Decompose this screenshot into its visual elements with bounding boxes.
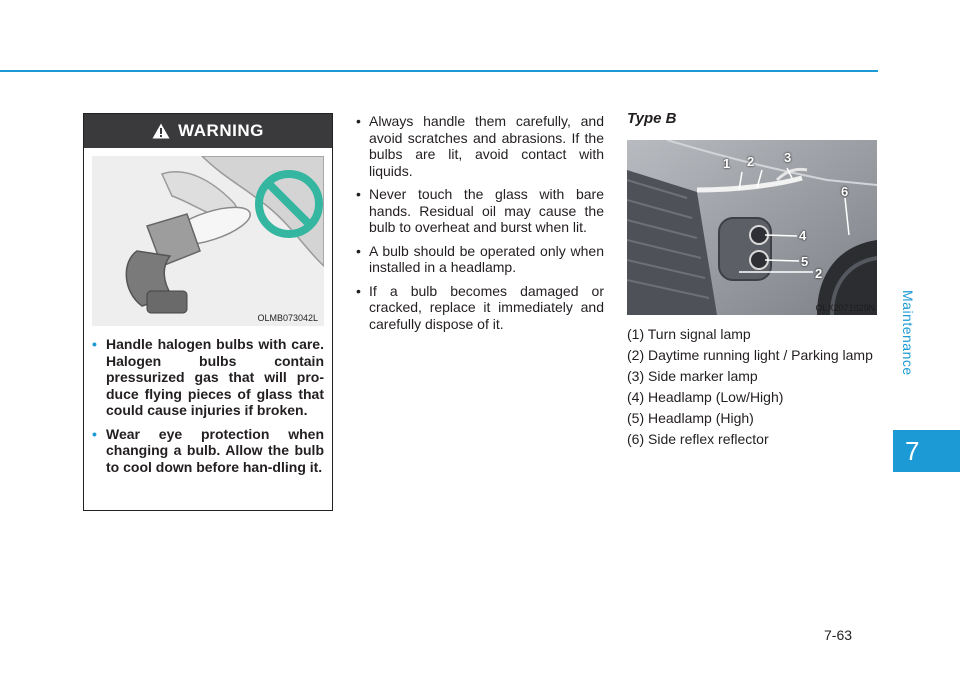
caution-list xyxy=(354,113,604,339)
headlamp-illustration xyxy=(627,140,877,315)
header-rule xyxy=(0,70,878,72)
hand-holding-bulb-icon xyxy=(92,156,324,326)
warning-header xyxy=(84,114,332,148)
halogen-bulb-illustration xyxy=(92,156,324,326)
bullet-icon: • xyxy=(356,113,361,129)
callout-5: 5 xyxy=(801,254,809,269)
warning-title: WARNING xyxy=(178,121,264,140)
legend-item: (5) Headlamp (High) xyxy=(627,410,754,426)
caution-item: • A bulb should be operated only when installed in a headlamp. xyxy=(356,242,604,275)
bullet-icon: • xyxy=(356,282,361,299)
warning-list xyxy=(92,336,324,482)
warning-triangle-icon xyxy=(152,123,170,139)
legend-item: (6) Side reflex reflector xyxy=(627,431,769,447)
caution-item: • If a bulb becomes damaged or cracked, replace it immediately and carefully dispose of it. xyxy=(356,282,604,332)
caution-item: • Never touch the glass with bare hands. Residual oil may cause the bulb to overheat and burst when lit. xyxy=(356,186,604,235)
section-label: Maintenance xyxy=(900,290,916,376)
bullet-icon: • xyxy=(92,425,97,442)
part-legend xyxy=(627,326,877,452)
warning-item: • Wear eye protection when changing a bulb. Allow the bulb to cool down before han-dling it. xyxy=(92,425,324,475)
bullet-icon: • xyxy=(356,186,361,202)
chapter-tab: 7 xyxy=(893,430,960,472)
callout-4: 4 xyxy=(799,228,807,243)
warning-item: • Handle halogen bulbs with care. Halogen bulbs contain pressurized gas that will pro-duce flying pieces of glass that could cause injuries if broken. xyxy=(92,336,324,418)
callout-3: 3 xyxy=(784,150,792,165)
callout-2: 2 xyxy=(747,154,755,169)
type-b-heading: Type B xyxy=(627,110,677,127)
bullet-icon: • xyxy=(92,336,97,352)
callout-1: 1 xyxy=(723,156,731,171)
legend-item: (1) Turn signal lamp xyxy=(627,326,751,342)
warning-box xyxy=(83,113,333,511)
legend-item: (2) Daytime running light / Parking lamp xyxy=(627,347,873,363)
callout-2b: 2 xyxy=(815,266,823,281)
callout-6: 6 xyxy=(841,184,849,199)
image-code: OLX2071029N xyxy=(815,303,875,313)
caution-item: • Always handle them carefully, and avoid scratches and abrasions. If the bulbs are lit, avoid contact with liquids. xyxy=(356,113,604,179)
legend-item: (4) Headlamp (Low/High) xyxy=(627,389,784,405)
image-code: OLMB073042L xyxy=(257,313,318,323)
bullet-icon: • xyxy=(356,242,361,259)
legend-item: (3) Side marker lamp xyxy=(627,368,758,384)
page-number: 7-63 xyxy=(824,627,853,643)
